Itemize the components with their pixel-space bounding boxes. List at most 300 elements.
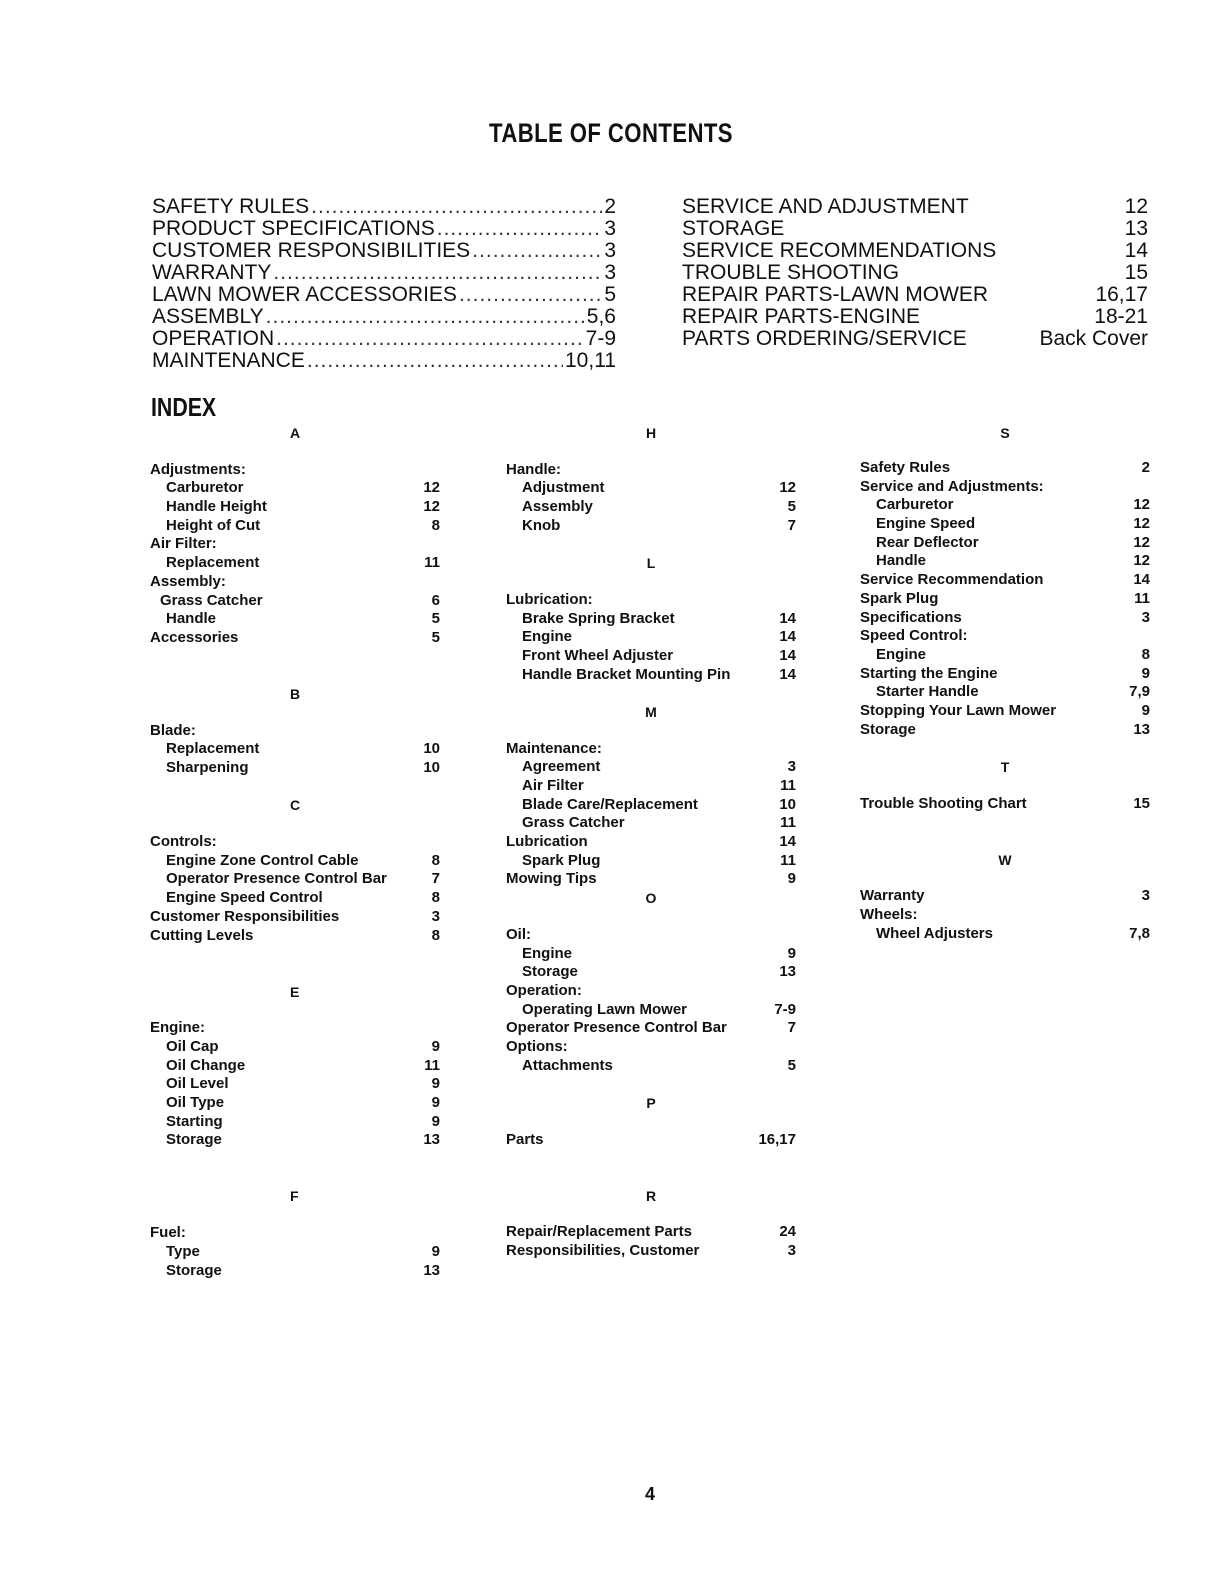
index-entry-label: Maintenance:: [506, 739, 602, 757]
index-entry: [150, 1019, 440, 1038]
index-letter-heading: [150, 424, 440, 442]
index-entry-label: Handle: [876, 552, 927, 570]
index-entry-page: 9: [431, 1242, 440, 1260]
toc-entry: [682, 284, 1148, 306]
index-entry-page: 7: [787, 516, 796, 534]
index-entry-page: 11: [780, 777, 796, 794]
toc-entry: [682, 240, 1148, 262]
index-entry: [150, 535, 440, 554]
toc-entry: [152, 218, 616, 240]
toc-entry: [152, 284, 616, 306]
toc-entry-page: Back Cover: [1039, 328, 1148, 350]
index-entry: [150, 722, 440, 741]
index-entry: [506, 796, 796, 815]
index-entry-label: Blade Care/Replacement: [522, 795, 698, 813]
index-entry: [506, 740, 796, 759]
index-entry-page: 13: [779, 963, 796, 981]
index-entry-label: Engine: [876, 645, 927, 663]
index-entry-page: 9: [431, 1094, 440, 1111]
index-entry-page: 3: [431, 907, 440, 925]
index-entry-label: Storage: [522, 963, 578, 981]
index-entry: [860, 627, 1150, 646]
index-entry-label: Replacement: [166, 554, 260, 572]
toc-entry-label: PRODUCT SPECIFICATIONS: [152, 218, 435, 240]
index-entry: [506, 1131, 796, 1150]
index-entry: [150, 740, 440, 759]
index-entry: [860, 534, 1150, 553]
toc-entry-page: 7-9: [585, 328, 616, 350]
index-entry: [506, 1038, 796, 1057]
index-entry: [506, 833, 796, 852]
index-entry: [506, 777, 796, 796]
index-letter-heading: [860, 424, 1150, 442]
index-entry-label: Assembly: [522, 498, 593, 516]
index-entry-page: 10: [779, 795, 796, 813]
index-entry: [860, 665, 1150, 684]
index-entry-label: Options:: [506, 1037, 568, 1055]
index-entry-label: Mowing Tips: [506, 870, 597, 888]
letter-t: T: [1000, 759, 1010, 775]
index-entry: [860, 702, 1150, 721]
index-entry: [506, 1223, 796, 1242]
index-entry-page: 5: [787, 1056, 796, 1074]
index-letter-heading: [860, 851, 1150, 869]
index-entry-page: 12: [1133, 496, 1150, 514]
index-entry-label: Wheel Adjusters: [876, 924, 993, 942]
index-entry-label: Responsibilities, Customer: [506, 1242, 700, 1260]
index-entry-page: 7: [431, 870, 440, 888]
index-entry: [150, 592, 440, 611]
index-entry-page: 5: [431, 610, 440, 628]
toc-entry: [682, 196, 1148, 218]
toc-entry-page: 18-21: [1094, 306, 1148, 328]
index-entry: [860, 887, 1150, 906]
index-entry-label: Engine Zone Control Cable: [166, 851, 359, 869]
index-entry-label: Engine:: [150, 1019, 205, 1037]
index-entry: [506, 870, 796, 889]
letter-b: B: [290, 685, 301, 702]
index-entry: [150, 1094, 440, 1113]
index-entry-label: Type: [166, 1242, 200, 1260]
index-entry-label: Spark Plug: [522, 851, 601, 869]
toc-entry-page: 5: [604, 284, 616, 306]
index-entry-page: 14: [779, 665, 796, 683]
index-entry: [150, 870, 440, 889]
index-entry-label: Handle Bracket Mounting Pin: [522, 665, 731, 683]
index-letter-heading: [150, 983, 440, 1001]
toc-entry-label: REPAIR PARTS-ENGINE: [682, 306, 921, 328]
index-entry-label: Carburetor: [876, 496, 954, 514]
toc-entry: [152, 240, 616, 262]
index-entry-label: Controls:: [150, 833, 217, 851]
index-entry-page: 15: [1133, 794, 1150, 812]
index-entry: [860, 683, 1150, 702]
index-entry-page: 6: [431, 591, 440, 609]
toc-entry-label: SERVICE AND ADJUSTMENT: [682, 196, 969, 218]
index-letter-heading: [150, 685, 440, 703]
index-entry: [506, 517, 796, 536]
index-entry-label: Grass Catcher: [160, 591, 263, 609]
toc-entry: [682, 306, 1148, 328]
toc-entry-page: 3: [604, 240, 616, 262]
toc-entry-page: 10,11: [565, 350, 616, 372]
toc-entry-label: WARRANTY: [152, 262, 272, 284]
toc-entry-page: 3: [604, 218, 616, 240]
index-entry: [860, 590, 1150, 609]
toc-entry-page: 13: [1124, 218, 1148, 240]
index-entry-label: Starting the Engine: [860, 664, 998, 682]
toc-entry: [682, 328, 1148, 350]
index-entry: [506, 461, 796, 480]
index-entry-page: 11: [424, 554, 440, 572]
index-entry: [506, 666, 796, 685]
index-entry-page: 11: [780, 814, 796, 832]
letter-m: M: [645, 703, 657, 720]
index-entry: [150, 833, 440, 852]
index-entry-label: Parts: [506, 1130, 544, 1148]
index-entry: [506, 982, 796, 1001]
index-entry-page: 9: [431, 1037, 440, 1055]
index-entry: [506, 498, 796, 517]
toc-entry: [152, 262, 616, 284]
index-title: INDEX: [151, 392, 217, 422]
index-column-3: [860, 424, 1150, 944]
index-letter-heading: [506, 1187, 796, 1205]
index-entry-label: Operation:: [506, 981, 582, 999]
index-entry: [506, 1057, 796, 1076]
index-entry: [150, 479, 440, 498]
index-entry: [860, 496, 1150, 515]
index-column-2: [506, 424, 796, 1261]
index-entry-label: Operator Presence Control Bar: [166, 870, 387, 888]
index-entry-label: Engine: [522, 628, 573, 646]
toc-entry: [682, 218, 1148, 240]
index-entry-page: 13: [423, 1131, 440, 1149]
letter-f: F: [290, 1188, 299, 1205]
index-entry: [150, 461, 440, 480]
toc-entry-label: SAFETY RULES: [152, 196, 310, 218]
toc-leader-dots: [311, 196, 602, 218]
index-entry: [506, 963, 796, 982]
index-entry-label: Blade:: [150, 721, 196, 739]
index-entry-page: 12: [1133, 515, 1150, 533]
index-entry-page: 9: [431, 1112, 440, 1130]
index-entry-label: Service and Adjustments:: [860, 477, 1044, 495]
toc-right-column: [682, 196, 1148, 350]
index-entry: [860, 552, 1150, 571]
index-entry: [150, 573, 440, 592]
index-entry-page: 14: [779, 833, 796, 851]
index-entry-page: 5: [431, 628, 440, 646]
toc-entry-label: LAWN MOWER ACCESSORIES: [152, 284, 457, 306]
index-entry-label: Engine Speed: [876, 515, 976, 533]
index-entry-page: 11: [424, 1056, 440, 1074]
index-entry-page: 12: [779, 479, 796, 497]
index-entry-label: Repair/Replacement Parts: [506, 1223, 692, 1241]
toc-entry-page: 5,6: [586, 306, 616, 328]
index-entry-page: 14: [1133, 571, 1150, 589]
letter-o: O: [645, 890, 657, 907]
toc-entry: [152, 306, 616, 328]
index-entry-page: 12: [423, 479, 440, 497]
index-entry-page: 7-9: [774, 1000, 796, 1018]
toc-leader-dots: [273, 262, 602, 284]
index-entry-label: Oil Cap: [166, 1037, 219, 1055]
index-entry-page: 9: [787, 944, 796, 962]
toc-leader-dots: [266, 306, 585, 328]
index-entry-label: Service Recommendation: [860, 571, 1044, 589]
toc-entry-label: PARTS ORDERING/SERVICE: [682, 328, 967, 350]
index-entry-page: 24: [779, 1223, 796, 1241]
toc-leader-dots: [437, 218, 603, 240]
toc-entry-label: OPERATION: [152, 328, 275, 350]
index-entry-page: 13: [1133, 720, 1150, 738]
index-entry: [860, 721, 1150, 740]
index-entry-label: Wheels:: [860, 906, 918, 924]
index-entry-page: 10: [423, 740, 440, 758]
letter-a: A: [290, 425, 301, 441]
index-entry-label: Storage: [166, 1261, 222, 1279]
index-letter-heading: [150, 796, 440, 814]
index-entry: [150, 908, 440, 927]
index-entry-label: Sharpening: [166, 759, 249, 776]
index-entry-page: 11: [1134, 589, 1150, 607]
index-entry: [506, 945, 796, 964]
index-entry: [150, 554, 440, 573]
index-entry: [150, 1075, 440, 1094]
index-entry: [506, 1001, 796, 1020]
toc-entry-label: REPAIR PARTS-LAWN MOWER: [682, 284, 989, 306]
index-entry-page: 14: [779, 628, 796, 646]
letter-w: W: [998, 851, 1012, 868]
index-entry-label: Stopping Your Lawn Mower: [860, 701, 1057, 719]
index-entry: [860, 646, 1150, 665]
index-entry: [506, 814, 796, 833]
index-entry: [506, 758, 796, 777]
index-entry-page: 16,17: [758, 1130, 796, 1148]
index-entry: [506, 647, 796, 666]
index-entry: [150, 1262, 440, 1281]
letter-p: P: [646, 1095, 656, 1111]
index-entry-label: Agreement: [522, 758, 601, 776]
index-entry-label: Oil:: [506, 925, 531, 943]
index-entry: [150, 629, 440, 648]
index-entry-page: 2: [1141, 459, 1150, 476]
letter-e: E: [290, 983, 300, 1000]
index-entry-page: 13: [423, 1261, 440, 1279]
index-letter-heading: [506, 703, 796, 721]
index-entry-page: 3: [1141, 608, 1150, 626]
toc-title: TABLE OF CONTENTS: [489, 118, 733, 148]
index-entry: [506, 628, 796, 647]
index-entry-label: Safety Rules: [860, 459, 951, 476]
index-entry-label: Warranty: [860, 887, 925, 905]
letter-h: H: [645, 425, 657, 441]
index-entry-page: 14: [779, 646, 796, 664]
index-entry-label: Replacement: [166, 740, 260, 758]
index-entry-label: Grass Catcher: [522, 814, 625, 832]
index-entry-label: Handle Height: [166, 498, 267, 516]
index-entry-label: Adjustments:: [150, 460, 246, 478]
index-entry: [150, 1243, 440, 1262]
index-entry: [506, 1242, 796, 1261]
index-entry: [150, 852, 440, 871]
index-entry-label: Rear Deflector: [876, 533, 979, 551]
index-entry: [860, 571, 1150, 590]
index-entry: [150, 927, 440, 946]
index-entry-label: Specifications: [860, 608, 962, 626]
index-entry-page: 12: [1133, 533, 1150, 551]
toc-entry-label: CUSTOMER RESPONSIBILITIES: [152, 240, 471, 262]
index-entry-label: Spark Plug: [860, 589, 939, 607]
toc-leader-dots: [307, 350, 563, 372]
index-entry-page: 14: [779, 609, 796, 627]
index-entry-label: Lubrication: [506, 833, 588, 851]
index-entry-label: Brake Spring Bracket: [522, 609, 675, 627]
index-entry-label: Operating Lawn Mower: [522, 1000, 688, 1018]
index-entry: [506, 926, 796, 945]
toc-entry-label: ASSEMBLY: [152, 306, 264, 328]
toc-entry-page: 15: [1124, 262, 1148, 284]
page-number: 4: [644, 1484, 655, 1504]
index-entry-page: 8: [431, 926, 440, 944]
index-entry-label: Height of Cut: [166, 516, 261, 534]
toc-entry-label: STORAGE: [682, 218, 785, 240]
index-entry-label: Cutting Levels: [150, 926, 254, 944]
index-entry-label: Operator Presence Control Bar: [506, 1019, 727, 1037]
index-entry-page: 8: [431, 889, 440, 907]
index-entry-page: 7: [787, 1019, 796, 1037]
index-entry-page: 9: [1141, 701, 1150, 719]
index-entry-page: 3: [787, 758, 796, 776]
index-entry-page: 8: [431, 516, 440, 534]
index-entry: [860, 906, 1150, 925]
toc-entry: [152, 196, 616, 218]
toc-entry-label: SERVICE RECOMMENDATIONS: [682, 240, 997, 262]
index-entry-page: 3: [787, 1242, 796, 1260]
index-entry: [150, 1224, 440, 1243]
index-entry: [506, 591, 796, 610]
index-entry-label: Oil Level: [166, 1075, 229, 1093]
index-entry-label: Storage: [166, 1131, 222, 1149]
toc-leader-dots: [472, 240, 602, 262]
index-column-1: [150, 424, 440, 1280]
toc-entry: [682, 262, 1148, 284]
index-entry: [506, 610, 796, 629]
index-entry: [506, 479, 796, 498]
toc-entry: [152, 328, 616, 350]
index-entry-label: Carburetor: [166, 479, 244, 497]
index-entry-label: Engine: [522, 944, 573, 962]
index-entry: [150, 610, 440, 629]
index-entry-label: Assembly:: [150, 572, 226, 590]
index-entry: [150, 1038, 440, 1057]
index-entry-page: 12: [423, 498, 440, 516]
index-entry-page: 8: [1141, 645, 1150, 663]
toc-leader-dots: [459, 284, 602, 306]
index-entry-label: Lubrication:: [506, 590, 593, 608]
index-entry-page: 5: [787, 498, 796, 516]
index-entry-label: Oil Type: [166, 1094, 225, 1111]
index-entry-page: 9: [787, 870, 796, 888]
index-entry-label: Starting: [166, 1112, 223, 1130]
index-entry-label: Oil Change: [166, 1056, 246, 1074]
toc-entry-page: 16,17: [1095, 284, 1148, 306]
index-entry: [860, 478, 1150, 497]
index-entry-label: Accessories: [150, 628, 239, 646]
index-entry-page: 9: [1141, 664, 1150, 682]
index-entry-label: Air Filter:: [150, 535, 217, 553]
index-entry-label: Front Wheel Adjuster: [522, 646, 674, 664]
index-letter-heading: [506, 1094, 796, 1112]
index-entry: [150, 759, 440, 778]
toc-entry-label: TROUBLE SHOOTING: [682, 262, 900, 284]
toc-entry-label: MAINTENANCE: [152, 350, 305, 372]
index-entry-label: Handle:: [506, 460, 562, 478]
toc-entry-page: 2: [604, 196, 616, 218]
index-entry-label: Speed Control:: [860, 627, 968, 645]
index-entry-label: Customer Responsibilities: [150, 907, 340, 925]
index-letter-heading: [506, 554, 796, 572]
index-entry-page: 7,8: [1129, 924, 1150, 942]
index-entry-page: 7,9: [1129, 683, 1150, 701]
index-entry-page: 9: [431, 1075, 440, 1093]
index-entry-label: Air Filter: [522, 777, 584, 794]
index-letter-heading: [860, 758, 1150, 776]
index-entry-page: 8: [431, 851, 440, 869]
index-entry: [860, 459, 1150, 478]
toc-entry-page: 3: [604, 262, 616, 284]
letter-c: C: [290, 797, 301, 814]
index-entry-label: Adjustment: [522, 479, 605, 497]
index-entry: [150, 1057, 440, 1076]
index-entry: [150, 517, 440, 536]
index-entry-page: 11: [780, 851, 796, 869]
toc-entry-page: 14: [1124, 240, 1148, 262]
index-entry: [860, 795, 1150, 814]
index-entry: [150, 1131, 440, 1150]
toc-leader-dots: [276, 328, 584, 350]
index-entry-label: Handle: [166, 610, 217, 628]
index-entry: [506, 1019, 796, 1038]
index-entry-label: Engine Speed Control: [166, 889, 323, 907]
letter-s: S: [1000, 425, 1010, 441]
index-entry-page: 10: [423, 759, 440, 776]
index-entry: [150, 1113, 440, 1132]
index-letter-heading: [506, 424, 796, 442]
index-entry: [860, 515, 1150, 534]
index-letter-heading: [150, 1187, 440, 1205]
letter-l: L: [646, 555, 656, 572]
index-entry-page: 12: [1133, 552, 1150, 570]
index-entry-label: Fuel:: [150, 1224, 186, 1242]
index-entry-label: Trouble Shooting Chart: [860, 794, 1027, 812]
toc-entry-page: 12: [1124, 196, 1148, 218]
letter-r: R: [645, 1187, 657, 1204]
index-entry: [150, 889, 440, 908]
index-entry-label: Attachments: [522, 1056, 613, 1074]
index-entry-label: Knob: [522, 516, 561, 534]
index-entry: [506, 852, 796, 871]
index-entry: [150, 498, 440, 517]
index-entry: [860, 925, 1150, 944]
index-entry: [860, 609, 1150, 628]
index-letter-heading: [506, 889, 796, 907]
toc-left-column: [152, 196, 616, 372]
toc-entry: [152, 350, 616, 372]
index-entry-label: Starter Handle: [876, 683, 979, 701]
index-entry-label: Storage: [860, 720, 916, 738]
